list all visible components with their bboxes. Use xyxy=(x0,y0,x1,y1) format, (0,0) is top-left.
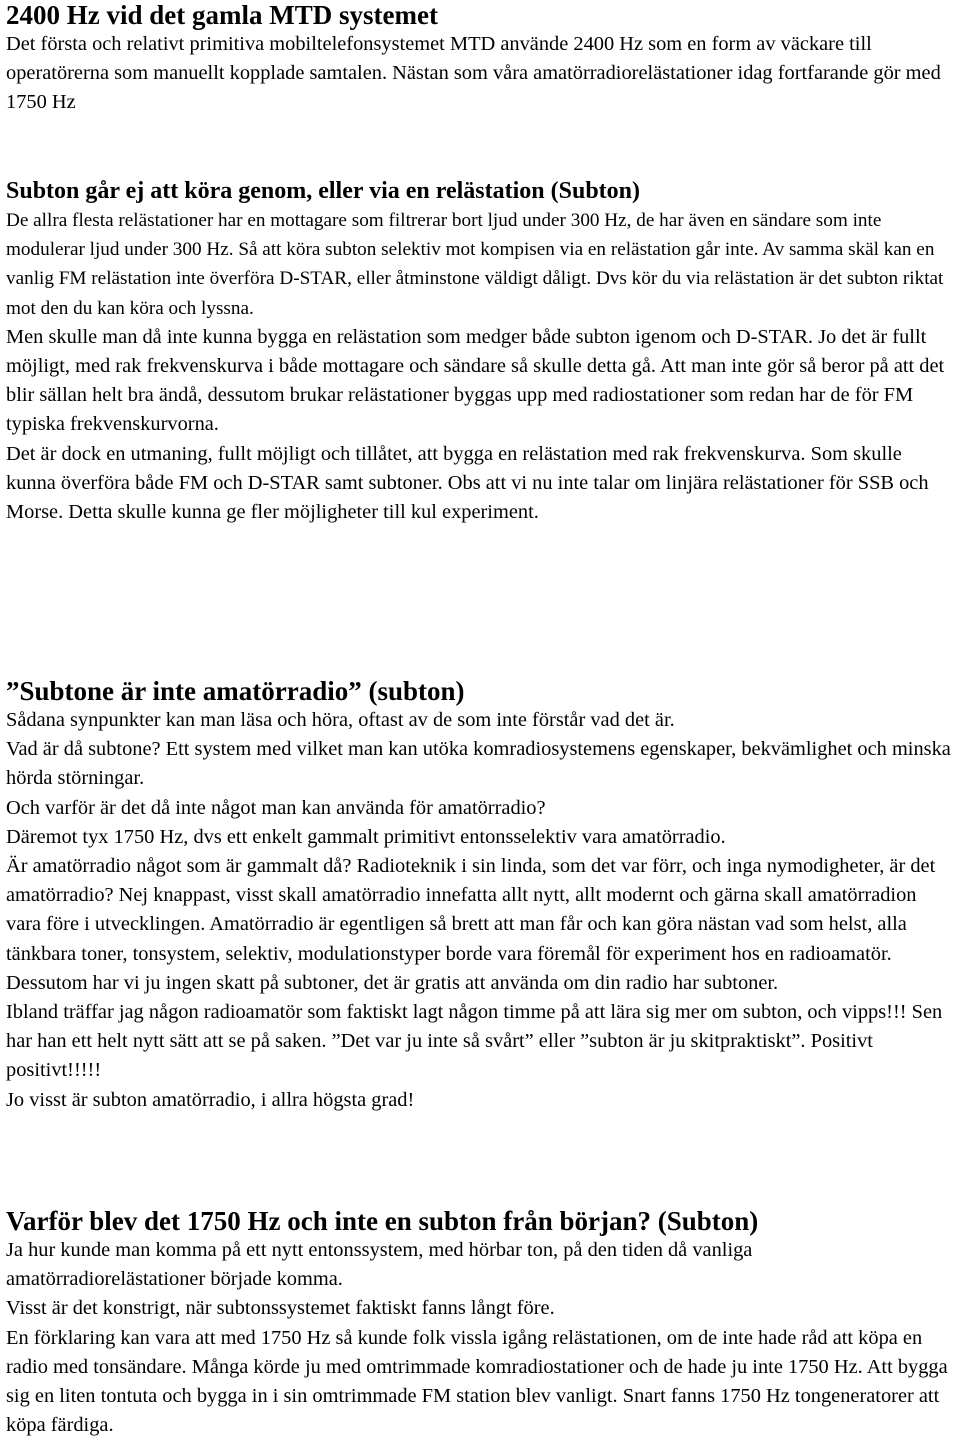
section-subton-relay xyxy=(6,176,956,527)
section-heading: Subton går ej att köra genom, eller via en relästation (Subton) xyxy=(6,178,640,204)
paragraph: De allra flesta relästationer har en mottagare som filtrerar bort ljud under 300 Hz, de har även en sändare som inte modulerar ljud under 300 Hz. Så att köra subton selektiv mot kompisen via en relästation går inte. Av samma skäl kan en vanlig FM relästation inte överföra D-STAR, eller åtminstone väldigt dåligt. Dvs kör du via relästation är det subton riktat mot den du kan köra och lyssna. xyxy=(6,210,944,319)
paragraph: Och varför är det då inte något man kan använda för amatörradio? xyxy=(6,796,546,819)
paragraph: Sådana synpunkter kan man läsa och höra, oftast av de som inte förstår vad det är. xyxy=(6,709,675,731)
paragraph: Det är dock en utmaning, fullt möjligt och tillåtet, att bygga en relästation med rak frekvenskurva. Som skulle kunna överföra både FM och D-STAR samt subtoner. Obs att vi nu inte talar om linjära relästationer för SSB och Morse. Detta skulle kunna ge fler möjligheter till kul experiment. xyxy=(6,442,929,524)
paragraph: Däremot tyx 1750 Hz, dvs ett enkelt gammalt primitivt entonsselektiv vara amatörradio. xyxy=(6,825,726,848)
paragraph: Ibland träffar jag någon radioamatör som faktiskt lagt någon timme på att lära sig mer om subton, och vipps!!! Sen har han ett helt nytt sätt att se på saken. ”Det var ju inte så svårt” eller ”subton är ju skitpraktiskt”. Positivt positivt!!!!! xyxy=(6,1001,943,1082)
section-heading: ”Subtone är inte amatörradio” (subton) xyxy=(6,676,465,706)
paragraph: Men skulle man då inte kunna bygga en relästation som medger både subton igenom och D-STAR. Jo det är fullt möjligt, med rak frekvenskurva i både mottagare och sändare så skulle detta gå. Att man inte gör så beror på att det blir sällan helt bra ändå, dessutom brukar relästationer byggas upp med radiostationer som redan har de för FM typiska frekvenskurvorna. xyxy=(6,325,945,436)
section-heading: 2400 Hz vid det gamla MTD systemet xyxy=(6,0,438,30)
paragraph: En förklaring kan vara att med 1750 Hz så kunde folk vissla igång relästationen, om de inte hade råd att köpa en radio med tonsändare. Många körde ju med omtrimmade komradiostationer och de hade ju inte 1750 Hz. Att bygga sig en liten tontuta och bygga in i sin omtrimmade FM station blev vanligt. Snart fanns 1750 Hz tongeneratorer att köpa färdiga. xyxy=(6,1326,948,1437)
section-subtone-amateur xyxy=(6,676,956,1115)
paragraph: Ja hur kunde man komma på ett nytt entonssystem, med hörbar ton, på den tiden då vanliga amatörradiorelästationer började komma. xyxy=(6,1239,753,1291)
section-heading: Varför blev det 1750 Hz och inte en subton från början? (Subton) xyxy=(6,1206,759,1236)
paragraph: Visst är det konstrigt, när subtonssystemet faktiskt fanns långt före. xyxy=(6,1297,555,1320)
paragraph: Vad är då subtone? Ett system med vilket man kan utöka komradiosystemens egenskaper, bekvämlighet och minska hörda störningar. xyxy=(6,738,951,790)
paragraph: Är amatörradio något som är gammalt då? Radioteknik i sin linda, som det var förr, och inga nymodigheter, är det amatörradio? Nej knappast, visst skall amatörradio innefatta allt nytt, allt modernt och gärna skall amatörradion vara före i utvecklingen. Amatörradio är egentligen så brett att man får och kan göra nästan vad som helst, alla tänkbara toner, tonsystem, selektiv, modulationstyper borde vara föremål för experiment hos en radioamatör. Dessutom har vi ju ingen skatt på subtoner, det är gratis att använda om din radio har subtoner. xyxy=(6,855,936,994)
section-why-1750 xyxy=(6,1206,956,1440)
section-mtd xyxy=(6,0,956,118)
paragraph: Det första och relativt primitiva mobiltelefonsystemet MTD använde 2400 Hz som en form av väckare till operatörerna som manuellt kopplade samtalen. Nästan som våra amatörradiorelästationer idag fortfarande gör med 1750 Hz xyxy=(6,33,941,114)
paragraph: Jo visst är subton amatörradio, i allra högsta grad! xyxy=(6,1088,415,1111)
